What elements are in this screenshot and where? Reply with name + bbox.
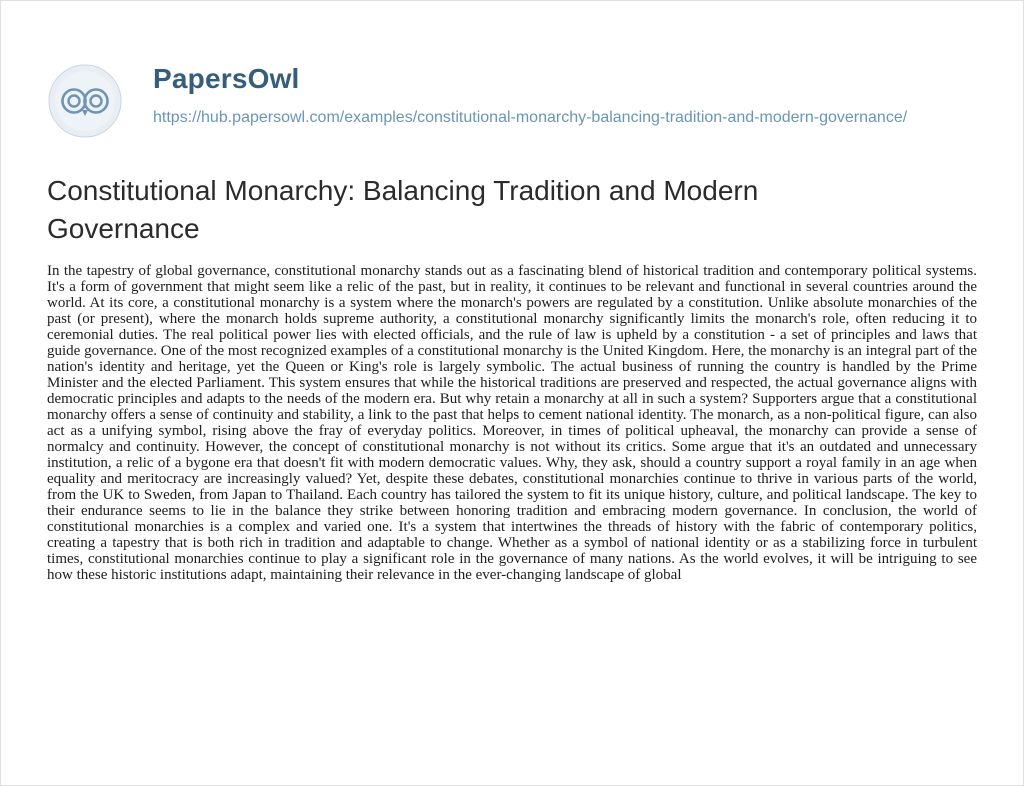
owl-eyes-icon [47,63,123,139]
body-paragraph: In the tapestry of global governance, constitutional monarchy stands out as a fascinating blend of historical tradition and contemporary political systems. It's a form of government that might seem like a relic of the past, but in reality, it continues to be relevant and functional in several countries around the world. At its core, a constitutional monarchy is a system where the monarch's powers are regulated by a constitution. Unlike absolute monarchies of the past (or present), where the monarch holds supreme authority, a constitutional monarchy significantly limits the monarch's role, often reducing it to ceremonial duties. The real political power lies with elected officials, and the rule of law is upheld by a constitution - a set of principles and laws that guide governance. One of the most recognized examples of a constitutional monarchy is the United Kingdom. Here, the monarchy is an integral part of the nation's identity and heritage, yet the Queen or King's role is largely symbolic. The actual business of running the country is handled by the Prime Minister and the elected Parliament. This system ensures that while the historical traditions are preserved and respected, the actual governance aligns with democratic principles and adapts to the needs of the modern era. But why retain a monarchy at all in such a system? Supporters argue that a constitutional monarchy offers a sense of continuity and stability, a link to the past that helps to cement national identity. The monarch, as a non-political figure, can also act as a unifying symbol, rising above the fray of everyday politics. Moreover, in times of political upheaval, the monarchy can provide a sense of normalcy and continuity. However, the concept of constitutional monarchy is not without its critics. Some argue that it's an outdated and unnecessary institution, a relic of a bygone era that doesn't fit with modern democratic values. Why, they ask, should a country support a royal family in an age when equality and meritocracy are increasingly valued? Yet, despite these debates, constitutional monarchies continue to thrive in various parts of the world, from the UK to Sweden, from Japan to Thailand. Each country has tailored the system to fit its unique history, culture, and political landscape. The key to their endurance seems to lie in the balance they strike between honoring tradition and embracing modern governance. In conclusion, the world of constitutional monarchies is a complex and varied one. It's a system that intertwines the threads of history with the fabric of contemporary politics, creating a tapestry that is both rich in tradition and adaptable to change. Whether as a symbol of national identity or as a stabilizing force in turbulent times, constitutional monarchies continue to play a significant role in the governance of many nations. As the world evolves, it will be intriguing to see how these historic institutions adapt, maintaining their relevance in the ever-changing landscape of global [47,263,977,583]
page-title: Constitutional Monarchy: Balancing Tradition and Modern Governance [47,175,759,244]
source-url-link[interactable]: https://hub.papersowl.com/examples/constitutional-monarchy-balancing-tradition-and-modern-governance/ [153,109,908,126]
header [47,41,1007,161]
brand-name: PapersOwl [153,63,300,94]
